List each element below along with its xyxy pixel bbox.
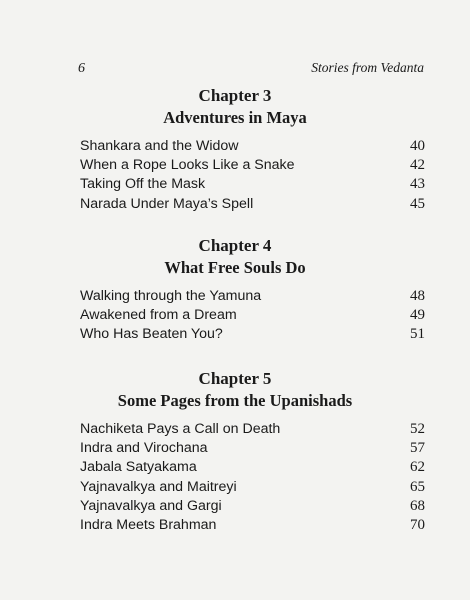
entry-page: 40 [410, 138, 425, 154]
entry-title: Jabala Satyakama [80, 459, 197, 476]
entry-page: 57 [410, 440, 425, 457]
entry-page: 45 [410, 195, 425, 212]
entry-title: Nachiketa Pays a Call on Death [80, 421, 281, 437]
chapter-number: Chapter 3 [198, 86, 272, 105]
entry-title: Walking through the Yamuna [80, 288, 262, 304]
toc-entry[interactable] [80, 156, 425, 175]
toc-list [80, 420, 425, 535]
entry-page: 43 [410, 176, 425, 193]
entry-title: When a Rope Looks Like a Snake [80, 157, 295, 174]
toc-entry[interactable] [80, 306, 425, 325]
entry-title: Yajnavalkya and Gargi [80, 497, 222, 514]
entry-page: 42 [410, 157, 425, 174]
entry-page: 48 [410, 288, 425, 304]
toc-entry[interactable] [80, 439, 425, 458]
entry-page: 51 [410, 326, 425, 343]
toc-entry[interactable] [80, 195, 425, 214]
page-number: 6 [78, 61, 85, 76]
entry-title: Awakened from a Dream [80, 307, 237, 324]
toc-list [80, 287, 425, 345]
entry-page: 62 [410, 459, 425, 476]
toc-entry[interactable] [80, 137, 425, 156]
toc-list [80, 137, 425, 214]
chapter-number: Chapter 5 [198, 369, 272, 388]
chapter-title: What Free Souls Do [164, 258, 306, 277]
toc-entry[interactable] [80, 478, 425, 497]
chapter-title: Adventures in Maya [163, 108, 307, 127]
book-title: Stories from Vedanta [311, 60, 424, 75]
toc-entry[interactable] [80, 420, 425, 439]
entry-title: Narada Under Maya’s Spell [80, 195, 254, 212]
chapter-title: Some Pages from the Upanishads [117, 391, 353, 410]
entry-page: 52 [410, 421, 425, 437]
entry-title: Indra Meets Brahman [80, 516, 217, 533]
entry-page: 68 [410, 497, 425, 514]
chapter-heading [0, 369, 470, 412]
entry-page: 70 [410, 516, 425, 533]
entry-title: Yajnavalkya and Maitreyi [80, 478, 237, 495]
chapter-heading [0, 236, 470, 279]
entry-title: Who Has Beaten You? [80, 326, 223, 343]
toc-entry[interactable] [80, 175, 425, 194]
toc-entry[interactable] [80, 458, 425, 477]
entry-title: Taking Off the Mask [80, 176, 206, 193]
chapter-number: Chapter 4 [198, 236, 272, 255]
toc-entry[interactable] [80, 497, 425, 516]
entry-title: Shankara and the Widow [80, 138, 239, 154]
chapter-heading [0, 86, 470, 129]
toc-entry[interactable] [80, 325, 425, 344]
toc-entry[interactable] [80, 287, 425, 306]
entry-page: 65 [410, 478, 425, 495]
toc-entry[interactable] [80, 516, 425, 535]
entry-title: Indra and Virochana [80, 440, 208, 457]
entry-page: 49 [410, 307, 425, 324]
running-head [78, 60, 424, 77]
